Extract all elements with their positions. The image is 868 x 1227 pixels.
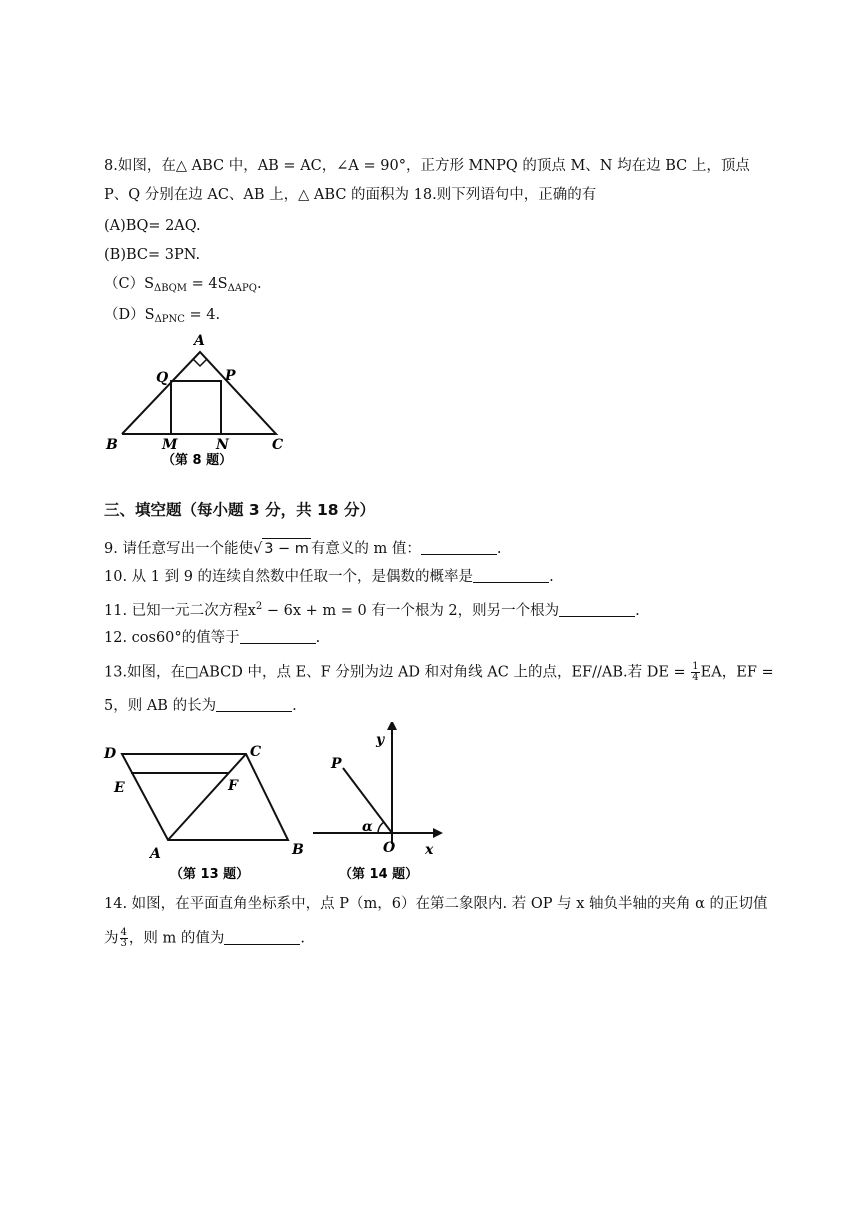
y-axis-arrow-icon	[387, 722, 397, 730]
figure-q13-caption: （第 13 题）	[170, 867, 250, 882]
q14-answer-blank[interactable]	[224, 930, 300, 945]
q9-line: 9. 请任意写出一个能使√ 3 − m 有意义的 m 值： .	[104, 538, 502, 559]
figure-q8-triangle	[100, 330, 300, 470]
label-p: P	[331, 756, 342, 772]
q8-line1: 8.如图，在△ ABC 中，AB = AC，∠A = 90°，正方形 MNPQ 的顶点 M、N 均在边 BC 上，顶点	[104, 158, 750, 174]
q14-line1: 14. 如图，在平面直角坐标系中，点 P（m，6）在第二象限内. 若 OP 与 x 轴负半轴的夹角 α 的正切值	[104, 896, 768, 912]
label-n: N	[216, 437, 229, 453]
q13-line2: 5，则 AB 的长为 .	[104, 698, 297, 714]
q8-option-a: (A)BQ= 2AQ.	[104, 218, 201, 234]
label-y: y	[376, 732, 385, 748]
label-a: A	[150, 846, 161, 862]
label-a: A	[194, 333, 205, 349]
q13-answer-blank[interactable]	[216, 697, 292, 712]
label-e: E	[114, 780, 125, 796]
right-angle-mark	[193, 359, 207, 366]
diagonal-ac	[168, 754, 246, 840]
label-b: B	[292, 842, 304, 858]
figure-q13-parallelogram	[100, 738, 310, 888]
figure-q14-caption: （第 14 题）	[339, 867, 419, 882]
q14-line2: 为 $\frac{4}{3}$ ，则 m 的值为 .	[104, 927, 305, 949]
q12-answer-blank[interactable]	[240, 629, 316, 644]
square-mnpq	[171, 381, 221, 434]
label-c: C	[272, 437, 284, 453]
section-3-heading: 三、填空题（每小题 3 分，共 18 分）	[104, 501, 375, 519]
q8-line2: P、Q 分别在边 AC、AB 上，△ ABC 的面积为 18.则下列语句中，正确的有	[104, 187, 597, 203]
label-alpha: α	[362, 819, 373, 835]
label-c: C	[250, 744, 262, 760]
label-d: D	[104, 746, 117, 762]
label-o: O	[383, 840, 396, 856]
q11-answer-blank[interactable]	[559, 602, 635, 617]
q9-radicand: 3 − m	[262, 538, 311, 559]
label-q: Q	[156, 370, 169, 386]
label-b: B	[106, 437, 118, 453]
q9-answer-blank[interactable]	[421, 540, 497, 555]
q8-option-d: $(D)S_{\Delta PNC} = 4$.	[104, 307, 221, 325]
label-m: M	[162, 437, 178, 453]
q13-fraction: $\frac{1}{4}$	[692, 661, 699, 683]
q12-line: 12. cos60°的值等于 .	[104, 630, 321, 646]
figure-q14-coordinate	[305, 722, 455, 888]
q13-line1: 13.如图，在□ABCD 中，点 E、F 分别为边 AD 和对角线 AC 上的点，EF//AB.若 DE = $\frac{1}{4}$ EA，EF =	[104, 661, 774, 683]
label-f: F	[228, 778, 238, 794]
angle-alpha-arc	[378, 822, 384, 833]
q11-line: 11. 已知一元二次方程$x^2 - 6x + m = 0$ 有一个根为 2，则另一个根为 .	[104, 601, 640, 619]
parallelogram-abcd	[122, 754, 288, 840]
q14-fraction: $\frac{4}{3}$	[120, 927, 127, 949]
x-axis-arrow-icon	[433, 828, 443, 838]
figure-q8-caption: （第 8 题）	[162, 453, 233, 468]
q10-answer-blank[interactable]	[473, 568, 549, 583]
q8-option-c: $(C)S_{\Delta BQM} = 4S_{\Delta APQ}$.	[104, 276, 262, 294]
label-p: P	[225, 368, 236, 384]
label-x: x	[425, 842, 434, 858]
q8-option-b: (B)BC= 3PN.	[104, 247, 201, 263]
q10-line: 10. 从 1 到 9 的连续自然数中任取一个，是偶数的概率是 .	[104, 569, 554, 585]
